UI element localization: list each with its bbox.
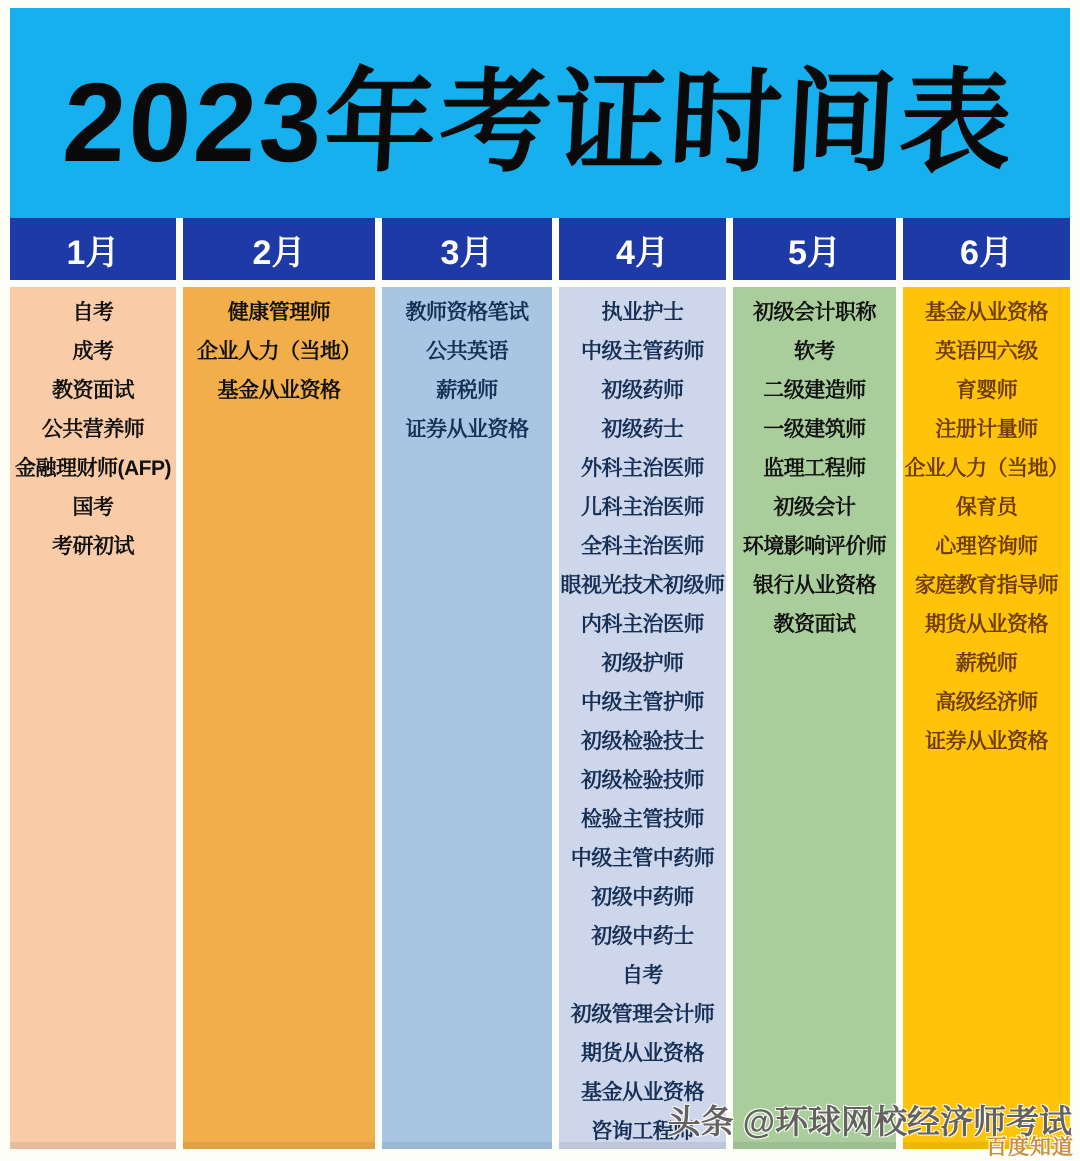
exam-item: 初级中药师	[591, 885, 694, 909]
exam-item: 初级会计	[773, 495, 856, 519]
exam-item: 注册计量师	[935, 417, 1038, 441]
exam-item: 初级会计职称	[753, 300, 876, 324]
month-exam-list	[903, 287, 1070, 1149]
exam-item: 薪税师	[436, 378, 498, 402]
exam-item: 执业护士	[601, 300, 684, 324]
month-exam-list	[10, 287, 176, 1149]
exam-item: 证券从业资格	[925, 729, 1048, 753]
month-exam-list	[733, 287, 896, 1149]
month-header: 5月	[733, 218, 896, 280]
exam-item: 环境影响评价师	[742, 534, 887, 558]
baidu-watermark: 百度知道	[986, 1136, 1074, 1159]
exam-item: 期货从业资格	[925, 612, 1048, 636]
exam-item: 成考	[72, 339, 114, 363]
exam-item: 初级检验技师	[581, 768, 704, 792]
exam-item: 咨询工程师	[591, 1119, 694, 1143]
exam-item: 教资面试	[52, 378, 134, 402]
exam-item: 薪税师	[955, 651, 1018, 675]
exam-item: 全科主治医师	[581, 534, 704, 558]
exam-item: 银行从业资格	[753, 573, 876, 597]
month-column-6月	[903, 218, 1070, 1149]
exam-item: 初级药士	[601, 417, 684, 441]
exam-item: 健康管理师	[227, 300, 331, 324]
exam-item: 初级中药士	[591, 924, 694, 948]
exam-item: 企业人力（当地）	[904, 456, 1069, 480]
exam-item: 初级护师	[601, 651, 684, 675]
month-column-1月	[10, 218, 176, 1149]
exam-item: 国考	[72, 495, 114, 519]
calendar-grid	[10, 218, 1070, 1148]
month-exam-list	[559, 287, 726, 1149]
month-column-4月	[559, 218, 726, 1149]
month-column-3月	[382, 218, 552, 1149]
month-column-5月	[733, 218, 896, 1149]
exam-item: 自考	[622, 963, 663, 987]
exam-item: 外科主治医师	[581, 456, 704, 480]
exam-item: 心理咨询师	[935, 534, 1038, 558]
exam-item: 基金从业资格	[581, 1080, 704, 1104]
exam-item: 检验主管技师	[581, 807, 704, 831]
exam-item: 公共英语	[426, 339, 508, 363]
month-exam-list	[183, 287, 375, 1149]
exam-item: 中级主管中药师	[570, 846, 715, 870]
exam-item: 企业人力（当地）	[197, 339, 361, 363]
exam-item: 英语四六级	[935, 339, 1038, 363]
month-header: 6月	[903, 218, 1070, 280]
poster-title: 2023年考证时间表	[60, 59, 1019, 185]
exam-item: 金融理财师(AFP)	[15, 456, 171, 480]
exam-item: 儿科主治医师	[581, 495, 704, 519]
exam-item: 中级主管药师	[581, 339, 704, 363]
exam-item: 眼视光技术初级师	[560, 573, 725, 597]
month-header: 4月	[559, 218, 726, 280]
exam-item: 自考	[72, 300, 114, 324]
exam-item: 初级检验技士	[581, 729, 704, 753]
exam-item: 育婴师	[955, 378, 1018, 402]
exam-item: 内科主治医师	[581, 612, 704, 636]
exam-item: 一级建筑师	[763, 417, 866, 441]
exam-item: 初级管理会计师	[570, 1002, 715, 1026]
exam-item: 保育员	[955, 495, 1018, 519]
exam-item: 初级药师	[601, 378, 684, 402]
month-header: 1月	[10, 218, 176, 280]
exam-item: 基金从业资格	[925, 300, 1048, 324]
exam-item: 监理工程师	[763, 456, 866, 480]
exam-item: 家庭教育指导师	[914, 573, 1059, 597]
exam-item: 期货从业资格	[581, 1041, 704, 1065]
exam-item: 二级建造师	[763, 378, 866, 402]
exam-item: 教师资格笔试	[405, 300, 529, 324]
month-column-2月	[183, 218, 375, 1149]
exam-item: 证券从业资格	[405, 417, 529, 441]
month-header: 2月	[183, 218, 375, 280]
title-banner	[10, 8, 1070, 218]
exam-item: 考研初试	[52, 534, 134, 558]
exam-item: 软考	[794, 339, 835, 363]
exam-item: 基金从业资格	[217, 378, 341, 402]
exam-item: 公共营养师	[41, 417, 145, 441]
month-exam-list	[382, 287, 552, 1149]
exam-item: 高级经济师	[935, 690, 1038, 714]
month-header: 3月	[382, 218, 552, 280]
toutiao-watermark: 头条 @环球网校经济师考试	[667, 1103, 1072, 1140]
exam-item: 教资面试	[773, 612, 856, 636]
exam-item: 中级主管护师	[581, 690, 704, 714]
